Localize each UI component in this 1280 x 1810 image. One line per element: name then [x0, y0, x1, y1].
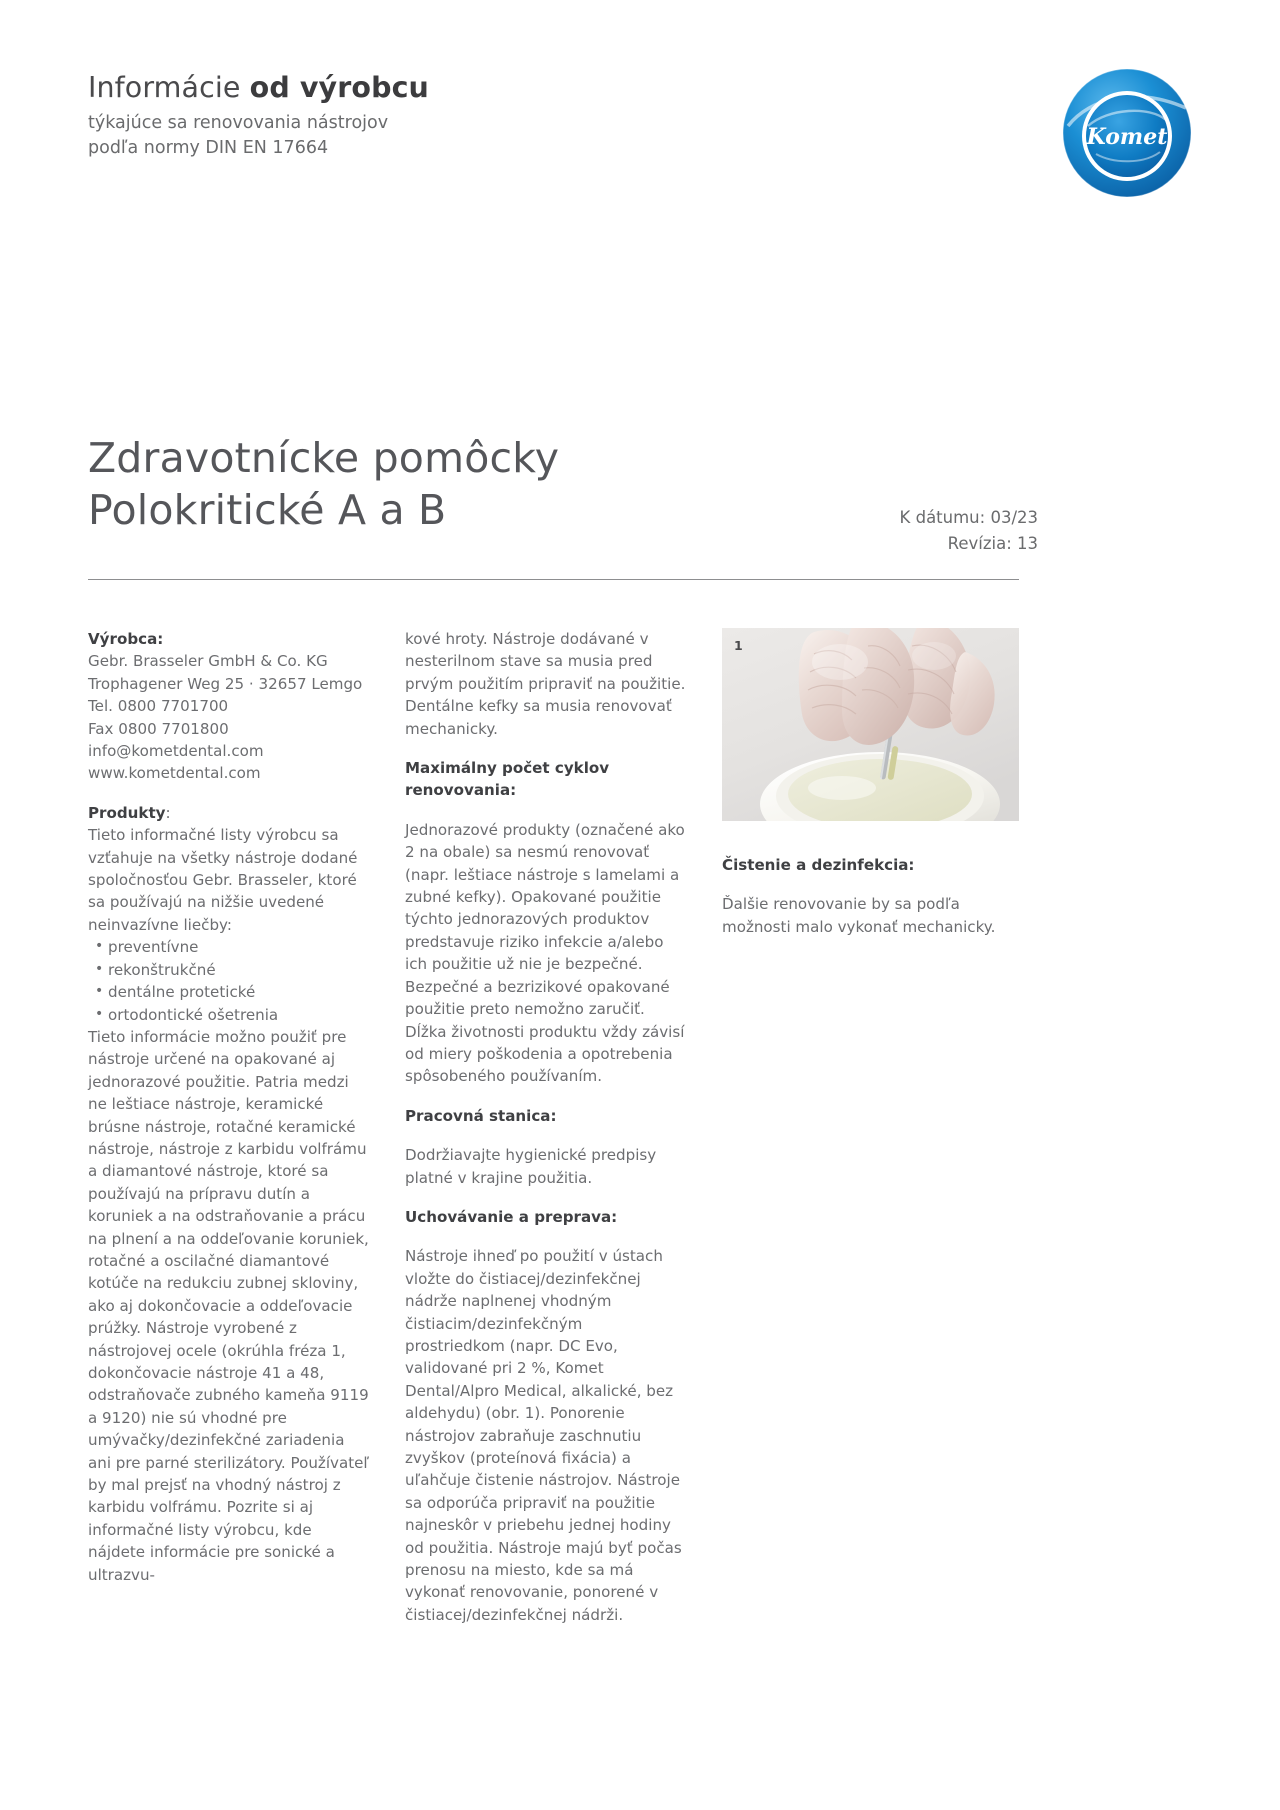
manufacturer-fax: Fax 0800 7701800	[88, 719, 229, 738]
products-block	[88, 802, 370, 936]
treatment-list	[88, 936, 370, 1026]
figure-image	[722, 628, 1019, 821]
products-body: Tieto informácie možno použiť pre nástroje určené na opakované aj jednorazové použitie. Patria medzi ne leštiace nástroje, keramické brúsne nástroje, rotačné keramické nástroje, nástroje z karbidu volfrámu a diamantové nástroje, ktoré sa používajú na prípravu dutín a koruniek a na odstraňovanie a prácu na plnení a na oddeľovanie koruniek, rotačné a oscilačné diamantové kotúče na redukciu zubnej skloviny, ako aj dokončovacie a oddeľovacie prúžky. Nástroje vyrobené z nástrojovej ocele (okrúhla fréza 1, dokončovacie nástroje 41 a 48, odstraňovače zubného kameňa 9119 a 9120) nie sú vhodné pre umývačky/dezinfekčné zariadenia ani pre parné sterilizátory. Používateľ by mal prejsť na vhodný nástroj z karbidu volfrámu. Pozrite si aj informačné listy výrobcu, kde nájdete informácie pre sonické a ultrazvu-	[88, 1027, 370, 1584]
manufacturer-phone: Tel. 0800 7701700	[88, 697, 229, 716]
cleaning-heading: Čistenie a dezinfekcia:	[722, 856, 915, 874]
products-intro: Tieto informačné listy výrobcu sa vzťahuje na všetky nástroje dodané spoločnosťou Gebr. Brasseler, ktoré sa používajú na nižšie uvedené neinvazívne liečby:	[88, 826, 358, 934]
document-title	[88, 432, 1038, 536]
storage-heading: Uchovávanie a preprava:	[405, 1207, 618, 1226]
column-right	[722, 628, 1019, 938]
komet-logo	[1062, 68, 1192, 198]
document-title-line1: Zdravotnícke pomôcky	[88, 434, 560, 482]
manufacturer-website[interactable]: www.kometdental.com	[88, 764, 261, 783]
masthead-title	[88, 70, 1038, 105]
list-item: • rekonštrukčné	[108, 959, 370, 981]
document-revision: Revízia: 13	[947, 533, 1038, 553]
masthead-subtitle-line2: podľa normy DIN EN 17664	[88, 138, 329, 159]
document-title-block	[88, 432, 1038, 553]
cleaning-body: Ďalšie renovovanie by sa podľa možnosti malo vykonať mechanicky.	[722, 895, 996, 936]
storage-body: Nástroje ihneď po použití v ústach vložte do čistiacej/dezinfekčnej nádrže naplnenej vhodným čistiacim/dezinfekčným prostriedkom (napr. DC Evo, validované pri 2 %, Komet Dental/Alpro Medical, alkalické, bez aldehydu) (obr. 1). Ponorenie nástrojov zabraňuje zaschnutiu zvyškov (proteínová fixácia) a uľahčuje čistenie nástrojov. Nástroje sa odporúča pripraviť na použitie najneskôr v priebehu jednej hodiny od použitia. Nástroje majú byť počas prenosu na miesto, kde sa má vykonať renovovanie, ponorené v čistiacej/dezinfekčnej nádrži.	[405, 1247, 682, 1624]
workstation-body: Dodržiavajte hygienické predpisy platné v krajine použitia.	[405, 1146, 657, 1187]
products-continuation: kové hroty. Nástroje dodávané v nesterilnom stave sa musia pred prvým použitím pripraviť na použitie. Dentálne kefky sa musia renovovať mechanicky.	[405, 630, 686, 738]
manufacturer-block	[88, 628, 370, 785]
manufacturer-address: Trophagener Weg 25 · 32657 Lemgo	[88, 674, 363, 693]
document-meta	[900, 505, 1038, 556]
products-heading: Produkty	[88, 803, 166, 822]
figure-number: 1	[734, 638, 743, 653]
list-item: • preventívne	[108, 936, 370, 958]
header-divider	[88, 579, 1019, 580]
document-date: K dátumu: 03/23	[899, 508, 1038, 527]
workstation-heading: Pracovná stanica:	[405, 1106, 557, 1125]
manufacturer-heading: Výrobca:	[88, 630, 164, 648]
masthead-title-bold: od výrobcu	[249, 71, 429, 104]
document-title-line2: Polokritické A a B	[88, 486, 447, 535]
masthead-subtitle	[88, 111, 1038, 161]
cleaning-section	[722, 854, 1019, 938]
masthead	[88, 70, 1038, 220]
column-left	[88, 628, 370, 1586]
komet-wordmark: Komet	[1086, 124, 1168, 150]
list-item: • dentálne protetické	[108, 981, 370, 1003]
masthead-title-plain: Informácie	[88, 71, 250, 104]
masthead-subtitle-line1: týkajúce sa renovovania nástrojov	[88, 113, 389, 134]
komet-logo-icon	[1062, 68, 1192, 198]
cycles-body: Jednorazové produkty (označené ako 2 na obale) sa nesmú renovovať (napr. leštiace nástroje s lamelami a zubné kefky). Opakované použitie týchto jednorazových produktov predstavuje riziko infekcie a/alebo ich použitie už nie je bezpečné. Bezpečné a bezrizikové opakované použitie preto nemožno zaručiť. Dĺžka životnosti produktu vždy závisí od miery poškodenia a opotrebenia spôsobeného používaním.	[405, 820, 685, 1086]
list-item: • ortodontické ošetrenia	[108, 1004, 370, 1026]
figure-instrument-immersion	[722, 628, 1019, 821]
products-heading-colon: :	[165, 803, 171, 822]
manufacturer-email[interactable]: info@kometdental.com	[88, 742, 264, 761]
column-middle	[405, 628, 687, 1626]
cycles-heading: Maximálny počet cyklov renovovania:	[405, 759, 610, 800]
manufacturer-company: Gebr. Brasseler GmbH & Co. KG	[88, 652, 328, 671]
